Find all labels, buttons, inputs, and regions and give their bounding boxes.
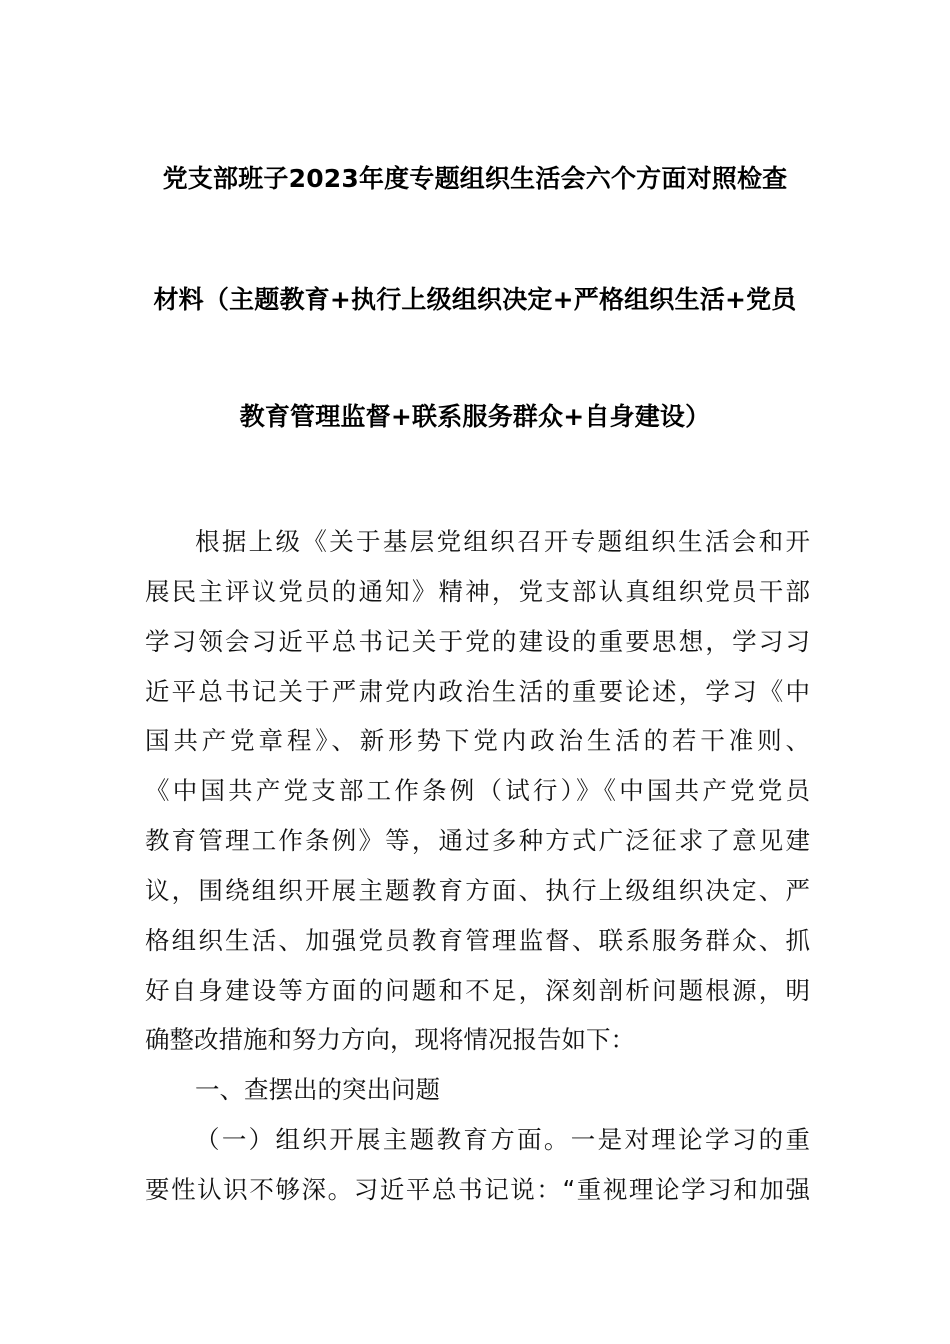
paragraph-line: 《中国共产党支部工作条例（试行）》《中国共产党党员 bbox=[145, 776, 810, 805]
title-line-1: 党支部班子2023年度专题组织生活会六个方面对照检查 bbox=[162, 164, 788, 193]
title-line-2: 材料（主题教育+执行上级组织决定+严格组织生活+党员 bbox=[153, 285, 797, 314]
paragraph-line: 好自身建设等方面的问题和不足，深刻剖析问题根源，明 bbox=[145, 976, 810, 1005]
paragraph-line: 学习领会习近平总书记关于党的建设的重要思想，学习习 bbox=[145, 627, 810, 656]
paragraph-line: 教育管理工作条例》等，通过多种方式广泛征求了意见建 bbox=[145, 826, 810, 855]
paragraph-line: 议，围绕组织开展主题教育方面、执行上级组织决定、严 bbox=[145, 876, 810, 905]
paragraph-line: 格组织生活、加强党员教育管理监督、联系服务群众、抓 bbox=[145, 926, 810, 955]
paragraph-line: （一）组织开展主题教育方面。一是对理论学习的重 bbox=[195, 1125, 810, 1154]
title-line-3: 教育管理监督+联系服务群众+自身建设） bbox=[239, 402, 711, 431]
paragraph-line: 展民主评议党员的通知》精神，党支部认真组织党员干部 bbox=[145, 577, 810, 606]
paragraph-line: 根据上级《关于基层党组织召开专题组织生活会和开 bbox=[195, 527, 810, 556]
paragraph-line: 国共产党章程》、新形势下党内政治生活的若干准则、 bbox=[145, 726, 810, 755]
section-heading: 一、查摆出的突出问题 bbox=[195, 1075, 440, 1104]
paragraph-line: 确整改措施和努力方向，现将情况报告如下： bbox=[145, 1025, 635, 1054]
paragraph-line: 近平总书记关于严肃党内政治生活的重要论述，学习《中 bbox=[145, 677, 810, 706]
paragraph-line: 要性认识不够深。习近平总书记说：“重视理论学习和加强 bbox=[145, 1175, 810, 1204]
